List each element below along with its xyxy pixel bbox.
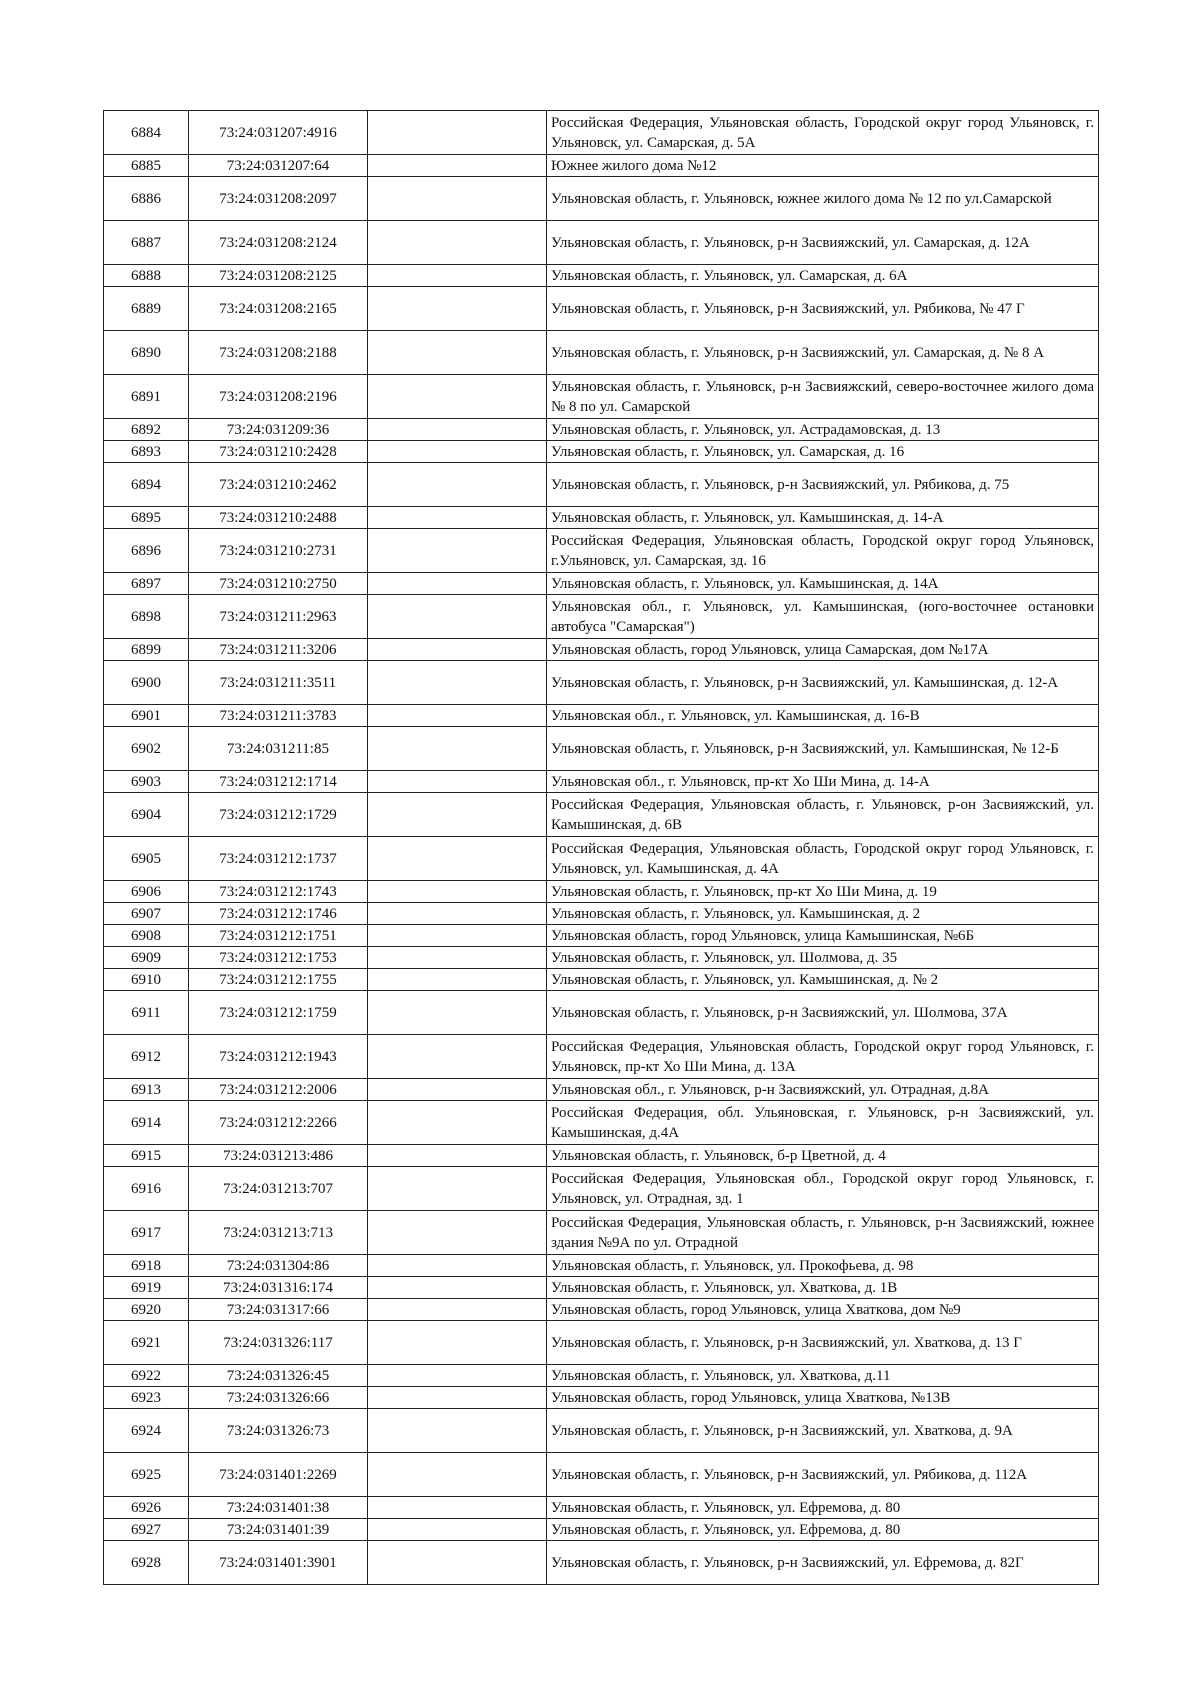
table-row: [104, 837, 1099, 881]
cadastral-number-cell: 73:24:031213:713: [189, 1211, 368, 1255]
cadastral-number-cell: 73:24:031401:3901: [189, 1541, 368, 1585]
cadastral-number-cell: 73:24:031208:2124: [189, 221, 368, 265]
row-number-cell: 6895: [104, 507, 189, 529]
table-row: [104, 1211, 1099, 1255]
table-row: [104, 1035, 1099, 1079]
row-number-cell: 6892: [104, 419, 189, 441]
empty-cell: [368, 837, 547, 881]
row-number-cell: 6907: [104, 903, 189, 925]
address-cell: Ульяновская область, г. Ульяновск, ул. Камышинская, д. № 2: [547, 969, 1099, 991]
address-cell: Ульяновская область, г. Ульяновск, р-н Засвияжский, ул. Самарская, д. 12А: [547, 221, 1099, 265]
row-number-cell: 6902: [104, 727, 189, 771]
empty-cell: [368, 441, 547, 463]
address-cell: Российская Федерация, Ульяновская область, г. Ульяновск, р-н Засвияжский, южнее здания №9А по ул. Отрадной: [547, 1211, 1099, 1255]
table-row: [104, 1101, 1099, 1145]
cadastral-number-cell: 73:24:031208:2196: [189, 375, 368, 419]
empty-cell: [368, 1453, 547, 1497]
address-cell: Ульяновская область, г. Ульяновск, р-н Засвияжский, ул. Камышинская, д. 12-А: [547, 661, 1099, 705]
cadastral-number-cell: 73:24:031211:3783: [189, 705, 368, 727]
table-row: [104, 463, 1099, 507]
empty-cell: [368, 969, 547, 991]
row-number-cell: 6924: [104, 1409, 189, 1453]
table-row: [104, 1255, 1099, 1277]
table-row: [104, 595, 1099, 639]
empty-cell: [368, 1035, 547, 1079]
address-cell: Ульяновская область, г. Ульяновск, р-н Засвияжский, ул. Хваткова, д. 9А: [547, 1409, 1099, 1453]
table-row: [104, 287, 1099, 331]
table-row: [104, 1387, 1099, 1409]
row-number-cell: 6906: [104, 881, 189, 903]
row-number-cell: 6897: [104, 573, 189, 595]
cadastral-number-cell: 73:24:031207:64: [189, 155, 368, 177]
empty-cell: [368, 661, 547, 705]
address-cell: Ульяновская область, г. Ульяновск, ул. Самарская, д. 6А: [547, 265, 1099, 287]
address-cell: Ульяновская область, г. Ульяновск, р-н Засвияжский, северо-восточнее жилого дома № 8 по ул. Самарской: [547, 375, 1099, 419]
empty-cell: [368, 331, 547, 375]
row-number-cell: 6896: [104, 529, 189, 573]
address-cell: Ульяновская область, г. Ульяновск, р-н Засвияжский, ул. Рябикова, д. 75: [547, 463, 1099, 507]
address-cell: Ульяновская область, г. Ульяновск, ул. Шолмова, д. 35: [547, 947, 1099, 969]
cadastral-number-cell: 73:24:031326:73: [189, 1409, 368, 1453]
empty-cell: [368, 1321, 547, 1365]
table-row: [104, 925, 1099, 947]
cadastral-number-cell: 73:24:031208:2097: [189, 177, 368, 221]
empty-cell: [368, 111, 547, 155]
empty-cell: [368, 1497, 547, 1519]
empty-cell: [368, 1101, 547, 1145]
cadastral-number-cell: 73:24:031326:45: [189, 1365, 368, 1387]
address-cell: Российская Федерация, Ульяновская обл., Городской округ город Ульяновск, г. Ульяновск, ул. Отрадная, зд. 1: [547, 1167, 1099, 1211]
empty-cell: [368, 903, 547, 925]
table-row: [104, 573, 1099, 595]
cadastral-number-cell: 73:24:031401:38: [189, 1497, 368, 1519]
row-number-cell: 6918: [104, 1255, 189, 1277]
row-number-cell: 6885: [104, 155, 189, 177]
empty-cell: [368, 991, 547, 1035]
row-number-cell: 6887: [104, 221, 189, 265]
address-cell: Ульяновская область, г. Ульяновск, р-н Засвияжский, ул. Хваткова, д. 13 Г: [547, 1321, 1099, 1365]
cadastral-number-cell: 73:24:031212:1737: [189, 837, 368, 881]
cadastral-number-cell: 73:24:031212:1729: [189, 793, 368, 837]
table-row: [104, 155, 1099, 177]
table-row: [104, 661, 1099, 705]
address-cell: Российская Федерация, Ульяновская область, г. Ульяновск, р-он Засвияжский, ул. Камышинская, д. 6В: [547, 793, 1099, 837]
cadastral-number-cell: 73:24:031212:1743: [189, 881, 368, 903]
land-plot-registry-table: [103, 110, 1099, 1585]
cadastral-number-cell: 73:24:031211:85: [189, 727, 368, 771]
address-cell: Ульяновская область, г. Ульяновск, ул. Прокофьева, д. 98: [547, 1255, 1099, 1277]
cadastral-number-cell: 73:24:031212:1746: [189, 903, 368, 925]
row-number-cell: 6921: [104, 1321, 189, 1365]
table-row: [104, 991, 1099, 1035]
row-number-cell: 6900: [104, 661, 189, 705]
empty-cell: [368, 947, 547, 969]
empty-cell: [368, 793, 547, 837]
cadastral-number-cell: 73:24:031208:2165: [189, 287, 368, 331]
empty-cell: [368, 573, 547, 595]
table-row: [104, 1541, 1099, 1585]
empty-cell: [368, 1299, 547, 1321]
table-row: [104, 441, 1099, 463]
table-row: [104, 881, 1099, 903]
cadastral-number-cell: 73:24:031210:2462: [189, 463, 368, 507]
address-cell: Российская Федерация, Ульяновская область, Городской округ город Ульяновск, г. Ульяновск, ул. Камышинская, д. 4А: [547, 837, 1099, 881]
cadastral-number-cell: 73:24:031213:486: [189, 1145, 368, 1167]
row-number-cell: 6922: [104, 1365, 189, 1387]
table-row: [104, 1079, 1099, 1101]
row-number-cell: 6894: [104, 463, 189, 507]
cadastral-number-cell: 73:24:031317:66: [189, 1299, 368, 1321]
cadastral-number-cell: 73:24:031210:2750: [189, 573, 368, 595]
row-number-cell: 6898: [104, 595, 189, 639]
row-number-cell: 6899: [104, 639, 189, 661]
empty-cell: [368, 639, 547, 661]
address-cell: Южнее жилого дома №12: [547, 155, 1099, 177]
address-cell: Ульяновская обл., г. Ульяновск, пр-кт Хо Ши Мина, д. 14-А: [547, 771, 1099, 793]
cadastral-number-cell: 73:24:031210:2488: [189, 507, 368, 529]
cadastral-number-cell: 73:24:031212:2006: [189, 1079, 368, 1101]
cadastral-number-cell: 73:24:031316:174: [189, 1277, 368, 1299]
cadastral-number-cell: 73:24:031211:3206: [189, 639, 368, 661]
empty-cell: [368, 1519, 547, 1541]
address-cell: Ульяновская область, г. Ульяновск, ул. Ефремова, д. 80: [547, 1497, 1099, 1519]
empty-cell: [368, 221, 547, 265]
row-number-cell: 6926: [104, 1497, 189, 1519]
row-number-cell: 6884: [104, 111, 189, 155]
cadastral-number-cell: 73:24:031212:1943: [189, 1035, 368, 1079]
empty-cell: [368, 727, 547, 771]
table-row: [104, 1321, 1099, 1365]
cadastral-number-cell: 73:24:031401:2269: [189, 1453, 368, 1497]
cadastral-number-cell: 73:24:031210:2731: [189, 529, 368, 573]
address-cell: Российская Федерация, Ульяновская область, Городской округ город Ульяновск, г.Ульяновск, ул. Самарская, зд. 16: [547, 529, 1099, 573]
empty-cell: [368, 419, 547, 441]
row-number-cell: 6904: [104, 793, 189, 837]
empty-cell: [368, 1211, 547, 1255]
address-cell: Российская Федерация, обл. Ульяновская, г. Ульяновск, р-н Засвияжский, ул. Камышинская, д.4А: [547, 1101, 1099, 1145]
empty-cell: [368, 1277, 547, 1299]
row-number-cell: 6925: [104, 1453, 189, 1497]
table-row: [104, 419, 1099, 441]
address-cell: Ульяновская область, город Ульяновск, улица Самарская, дом №17А: [547, 639, 1099, 661]
row-number-cell: 6890: [104, 331, 189, 375]
empty-cell: [368, 881, 547, 903]
row-number-cell: 6886: [104, 177, 189, 221]
cadastral-number-cell: 73:24:031207:4916: [189, 111, 368, 155]
address-cell: Ульяновская область, г. Ульяновск, ул. Камышинская, д. 2: [547, 903, 1099, 925]
empty-cell: [368, 155, 547, 177]
table-row: [104, 331, 1099, 375]
address-cell: Ульяновская область, г. Ульяновск, пр-кт Хо Ши Мина, д. 19: [547, 881, 1099, 903]
row-number-cell: 6893: [104, 441, 189, 463]
empty-cell: [368, 595, 547, 639]
row-number-cell: 6903: [104, 771, 189, 793]
table-row: [104, 1453, 1099, 1497]
address-cell: Ульяновская обл., г. Ульяновск, р-н Засвияжский, ул. Отрадная, д.8А: [547, 1079, 1099, 1101]
cadastral-number-cell: 73:24:031326:66: [189, 1387, 368, 1409]
cadastral-number-cell: 73:24:031209:36: [189, 419, 368, 441]
address-cell: Ульяновская область, г. Ульяновск, р-н Засвияжский, ул. Шолмова, 37А: [547, 991, 1099, 1035]
address-cell: Ульяновская область, г. Ульяновск, ул. Камышинская, д. 14А: [547, 573, 1099, 595]
table-row: [104, 111, 1099, 155]
address-cell: Российская Федерация, Ульяновская область, Городской округ город Ульяновск, г. Ульяновск, пр-кт Хо Ши Мина, д. 13А: [547, 1035, 1099, 1079]
empty-cell: [368, 287, 547, 331]
empty-cell: [368, 1365, 547, 1387]
address-cell: Ульяновская область, г. Ульяновск, б-р Цветной, д. 4: [547, 1145, 1099, 1167]
address-cell: Ульяновская область, город Ульяновск, улица Хваткова, №13В: [547, 1387, 1099, 1409]
cadastral-number-cell: 73:24:031208:2125: [189, 265, 368, 287]
empty-cell: [368, 1387, 547, 1409]
row-number-cell: 6888: [104, 265, 189, 287]
row-number-cell: 6905: [104, 837, 189, 881]
cadastral-number-cell: 73:24:031212:1753: [189, 947, 368, 969]
table-row: [104, 639, 1099, 661]
address-cell: Ульяновская обл., г. Ульяновск, ул. Камышинская, д. 16-В: [547, 705, 1099, 727]
cadastral-number-cell: 73:24:031212:1755: [189, 969, 368, 991]
table-row: [104, 1409, 1099, 1453]
row-number-cell: 6908: [104, 925, 189, 947]
cadastral-number-cell: 73:24:031211:2963: [189, 595, 368, 639]
empty-cell: [368, 1541, 547, 1585]
row-number-cell: 6923: [104, 1387, 189, 1409]
row-number-cell: 6915: [104, 1145, 189, 1167]
table-row: [104, 1519, 1099, 1541]
row-number-cell: 6913: [104, 1079, 189, 1101]
table-row: [104, 1277, 1099, 1299]
table-row: [104, 705, 1099, 727]
table-row: [104, 969, 1099, 991]
address-cell: Российская Федерация, Ульяновская область, Городской округ город Ульяновск, г. Ульяновск, ул. Самарская, д. 5А: [547, 111, 1099, 155]
table-row: [104, 221, 1099, 265]
row-number-cell: 6914: [104, 1101, 189, 1145]
cadastral-number-cell: 73:24:031326:117: [189, 1321, 368, 1365]
empty-cell: [368, 705, 547, 727]
address-cell: Ульяновская область, г. Ульяновск, южнее жилого дома № 12 по ул.Самарской: [547, 177, 1099, 221]
cadastral-number-cell: 73:24:031212:1714: [189, 771, 368, 793]
table-row: [104, 265, 1099, 287]
cadastral-number-cell: 73:24:031304:86: [189, 1255, 368, 1277]
cadastral-number-cell: 73:24:031208:2188: [189, 331, 368, 375]
cadastral-number-cell: 73:24:031213:707: [189, 1167, 368, 1211]
empty-cell: [368, 265, 547, 287]
row-number-cell: 6927: [104, 1519, 189, 1541]
table-row: [104, 727, 1099, 771]
address-cell: Ульяновская область, г. Ульяновск, р-н Засвияжский, ул. Камышинская, № 12-Б: [547, 727, 1099, 771]
address-cell: Ульяновская область, г. Ульяновск, ул. Самарская, д. 16: [547, 441, 1099, 463]
empty-cell: [368, 177, 547, 221]
table-row: [104, 1167, 1099, 1211]
row-number-cell: 6909: [104, 947, 189, 969]
empty-cell: [368, 1255, 547, 1277]
row-number-cell: 6916: [104, 1167, 189, 1211]
cadastral-number-cell: 73:24:031210:2428: [189, 441, 368, 463]
empty-cell: [368, 925, 547, 947]
address-cell: Ульяновская область, г. Ульяновск, ул. Камышинская, д. 14-А: [547, 507, 1099, 529]
row-number-cell: 6901: [104, 705, 189, 727]
cadastral-number-cell: 73:24:031401:39: [189, 1519, 368, 1541]
row-number-cell: 6910: [104, 969, 189, 991]
cadastral-number-cell: 73:24:031212:1759: [189, 991, 368, 1035]
row-number-cell: 6928: [104, 1541, 189, 1585]
empty-cell: [368, 1167, 547, 1211]
table-row: [104, 1299, 1099, 1321]
address-cell: Ульяновская область, город Ульяновск, улица Камышинская, №6Б: [547, 925, 1099, 947]
address-cell: Ульяновская область, город Ульяновск, улица Хваткова, дом №9: [547, 1299, 1099, 1321]
address-cell: Ульяновская обл., г. Ульяновск, ул. Камышинская, (юго-восточнее остановки автобуса "Самарская"): [547, 595, 1099, 639]
table-row: [104, 529, 1099, 573]
table-row: [104, 1365, 1099, 1387]
registry-table-body: [104, 111, 1099, 1585]
row-number-cell: 6920: [104, 1299, 189, 1321]
empty-cell: [368, 507, 547, 529]
table-row: [104, 771, 1099, 793]
address-cell: Ульяновская область, г. Ульяновск, ул. Хваткова, д.11: [547, 1365, 1099, 1387]
table-row: [104, 507, 1099, 529]
empty-cell: [368, 1079, 547, 1101]
table-row: [104, 903, 1099, 925]
table-row: [104, 1145, 1099, 1167]
empty-cell: [368, 529, 547, 573]
empty-cell: [368, 1145, 547, 1167]
row-number-cell: 6889: [104, 287, 189, 331]
table-row: [104, 947, 1099, 969]
address-cell: Ульяновская область, г. Ульяновск, р-н Засвияжский, ул. Ефремова, д. 82Г: [547, 1541, 1099, 1585]
address-cell: Ульяновская область, г. Ульяновск, р-н Засвияжский, ул. Рябикова, № 47 Г: [547, 287, 1099, 331]
table-row: [104, 1497, 1099, 1519]
cadastral-number-cell: 73:24:031211:3511: [189, 661, 368, 705]
empty-cell: [368, 1409, 547, 1453]
address-cell: Ульяновская область, г. Ульяновск, ул. Хваткова, д. 1В: [547, 1277, 1099, 1299]
row-number-cell: 6917: [104, 1211, 189, 1255]
address-cell: Ульяновская область, г. Ульяновск, ул. Ефремова, д. 80: [547, 1519, 1099, 1541]
row-number-cell: 6891: [104, 375, 189, 419]
address-cell: Ульяновская область, г. Ульяновск, р-н Засвияжский, ул. Самарская, д. № 8 А: [547, 331, 1099, 375]
row-number-cell: 6911: [104, 991, 189, 1035]
empty-cell: [368, 463, 547, 507]
cadastral-number-cell: 73:24:031212:2266: [189, 1101, 368, 1145]
row-number-cell: 6912: [104, 1035, 189, 1079]
table-row: [104, 793, 1099, 837]
address-cell: Ульяновская область, г. Ульяновск, ул. Астрадамовская, д. 13: [547, 419, 1099, 441]
address-cell: Ульяновская область, г. Ульяновск, р-н Засвияжский, ул. Рябикова, д. 112А: [547, 1453, 1099, 1497]
table-row: [104, 375, 1099, 419]
row-number-cell: 6919: [104, 1277, 189, 1299]
cadastral-number-cell: 73:24:031212:1751: [189, 925, 368, 947]
empty-cell: [368, 771, 547, 793]
table-row: [104, 177, 1099, 221]
empty-cell: [368, 375, 547, 419]
